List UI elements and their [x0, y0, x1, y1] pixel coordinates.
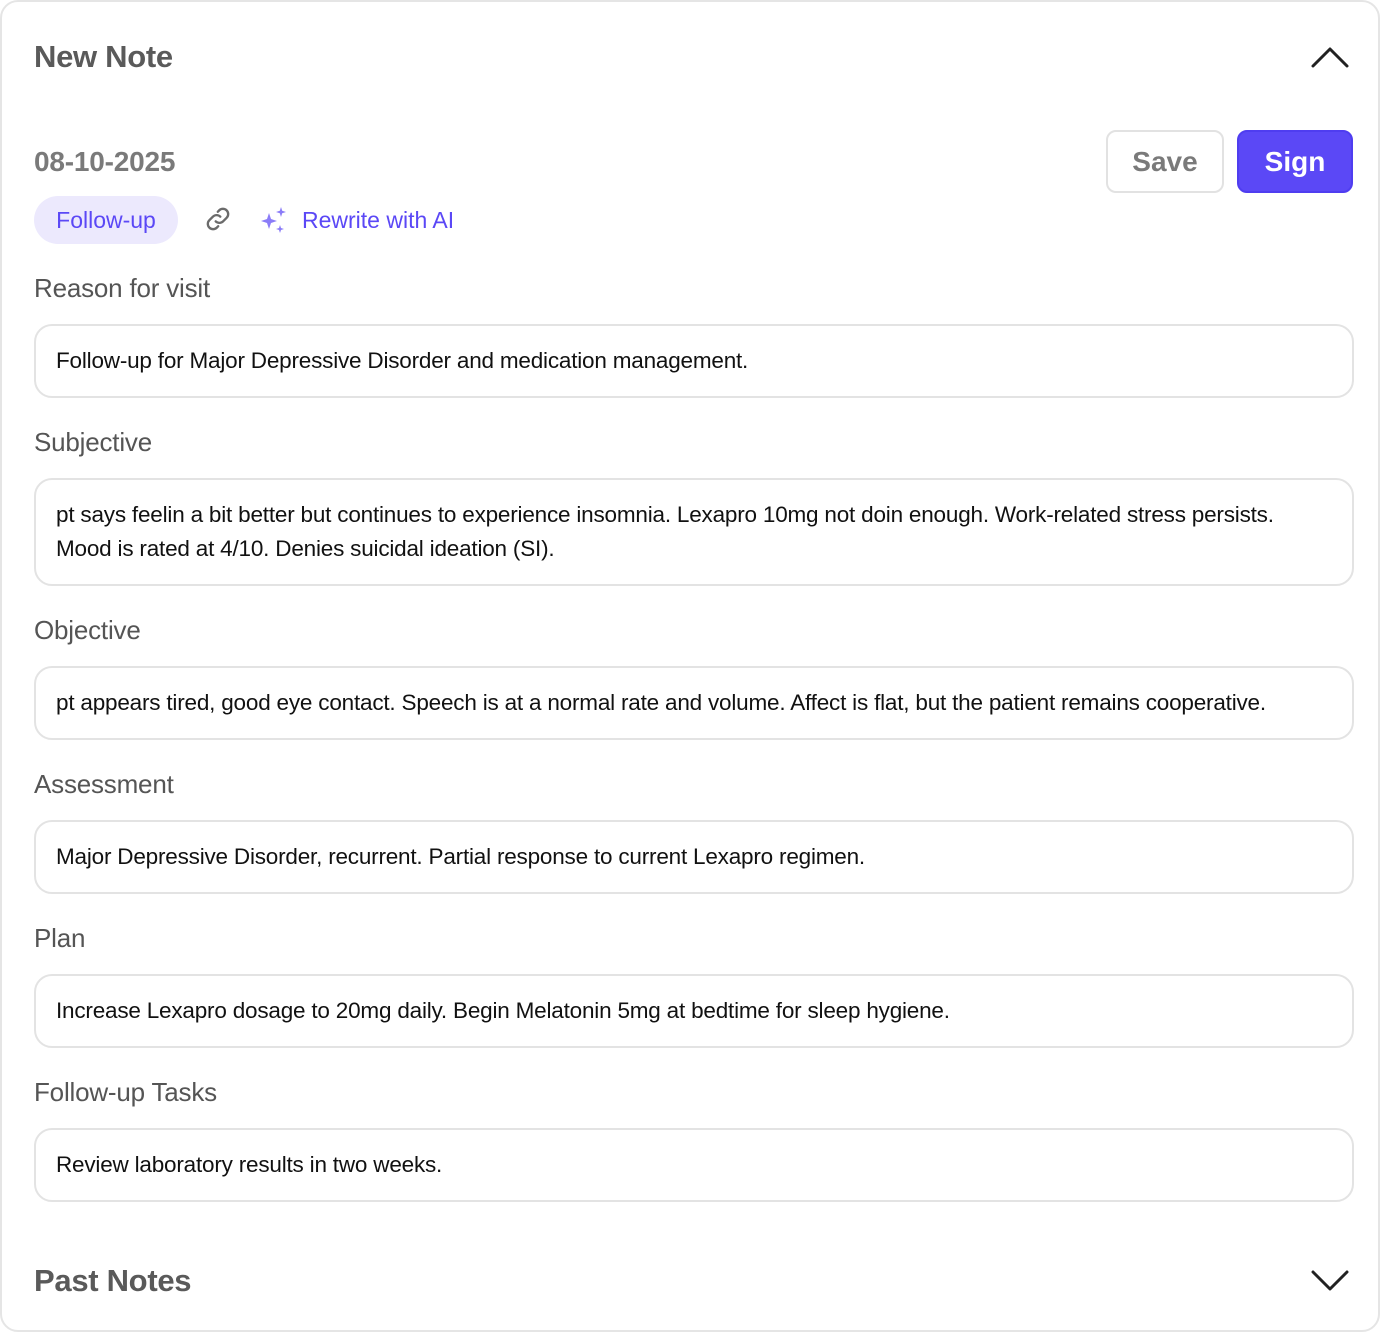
- assessment-label: Assessment: [34, 769, 174, 799]
- chevron-up-icon[interactable]: [1310, 44, 1350, 72]
- follow-up-tasks-field[interactable]: [34, 1128, 1354, 1202]
- past-notes-title: Past Notes: [34, 1263, 192, 1298]
- rewrite-with-ai-label: Rewrite with AI: [302, 206, 455, 233]
- plan-value: Increase Lexapro dosage to 20mg daily. Begin Melatonin 5mg at bedtime for sleep hygiene.: [56, 998, 950, 1023]
- reason-for-visit-label: Reason for visit: [34, 273, 210, 303]
- link-icon[interactable]: [204, 205, 232, 233]
- rewrite-with-ai-button[interactable]: [258, 202, 454, 238]
- note-date: 08-10-2025: [34, 146, 176, 177]
- reason-for-visit-value: Follow-up for Major Depressive Disorder and medication management.: [56, 348, 749, 373]
- follow-up-tasks-value: Review laboratory results in two weeks.: [56, 1152, 443, 1177]
- objective-value: pt appears tired, good eye contact. Speech is at a normal rate and volume. Affect is flat, but the patient remains cooperative.: [56, 690, 1266, 715]
- sign-button[interactable]: Sign: [1237, 130, 1353, 193]
- sparkles-icon: [258, 204, 290, 236]
- plan-label: Plan: [34, 923, 86, 953]
- follow-up-tasks-label: Follow-up Tasks: [34, 1077, 217, 1107]
- subjective-value: pt says feelin a bit better but continues to experience insomnia. Lexapro 10mg not doin enough. Work-related stress persists. Mood is rated at 4/10. Denies suicidal ideation (SI).: [56, 502, 1274, 561]
- objective-label: Objective: [34, 615, 141, 645]
- chevron-down-icon[interactable]: [1310, 1266, 1350, 1294]
- assessment-value: Major Depressive Disorder, recurrent. Partial response to current Lexapro regimen.: [56, 844, 865, 869]
- note-type-tag[interactable]: Follow-up: [34, 196, 178, 244]
- save-button[interactable]: Save: [1106, 130, 1224, 193]
- assessment-field[interactable]: [34, 820, 1354, 894]
- plan-field[interactable]: [34, 974, 1354, 1048]
- subjective-label: Subjective: [34, 427, 152, 457]
- new-note-title: New Note: [34, 39, 173, 74]
- subjective-field[interactable]: [34, 478, 1354, 586]
- objective-field[interactable]: [34, 666, 1354, 740]
- reason-for-visit-field[interactable]: [34, 324, 1354, 398]
